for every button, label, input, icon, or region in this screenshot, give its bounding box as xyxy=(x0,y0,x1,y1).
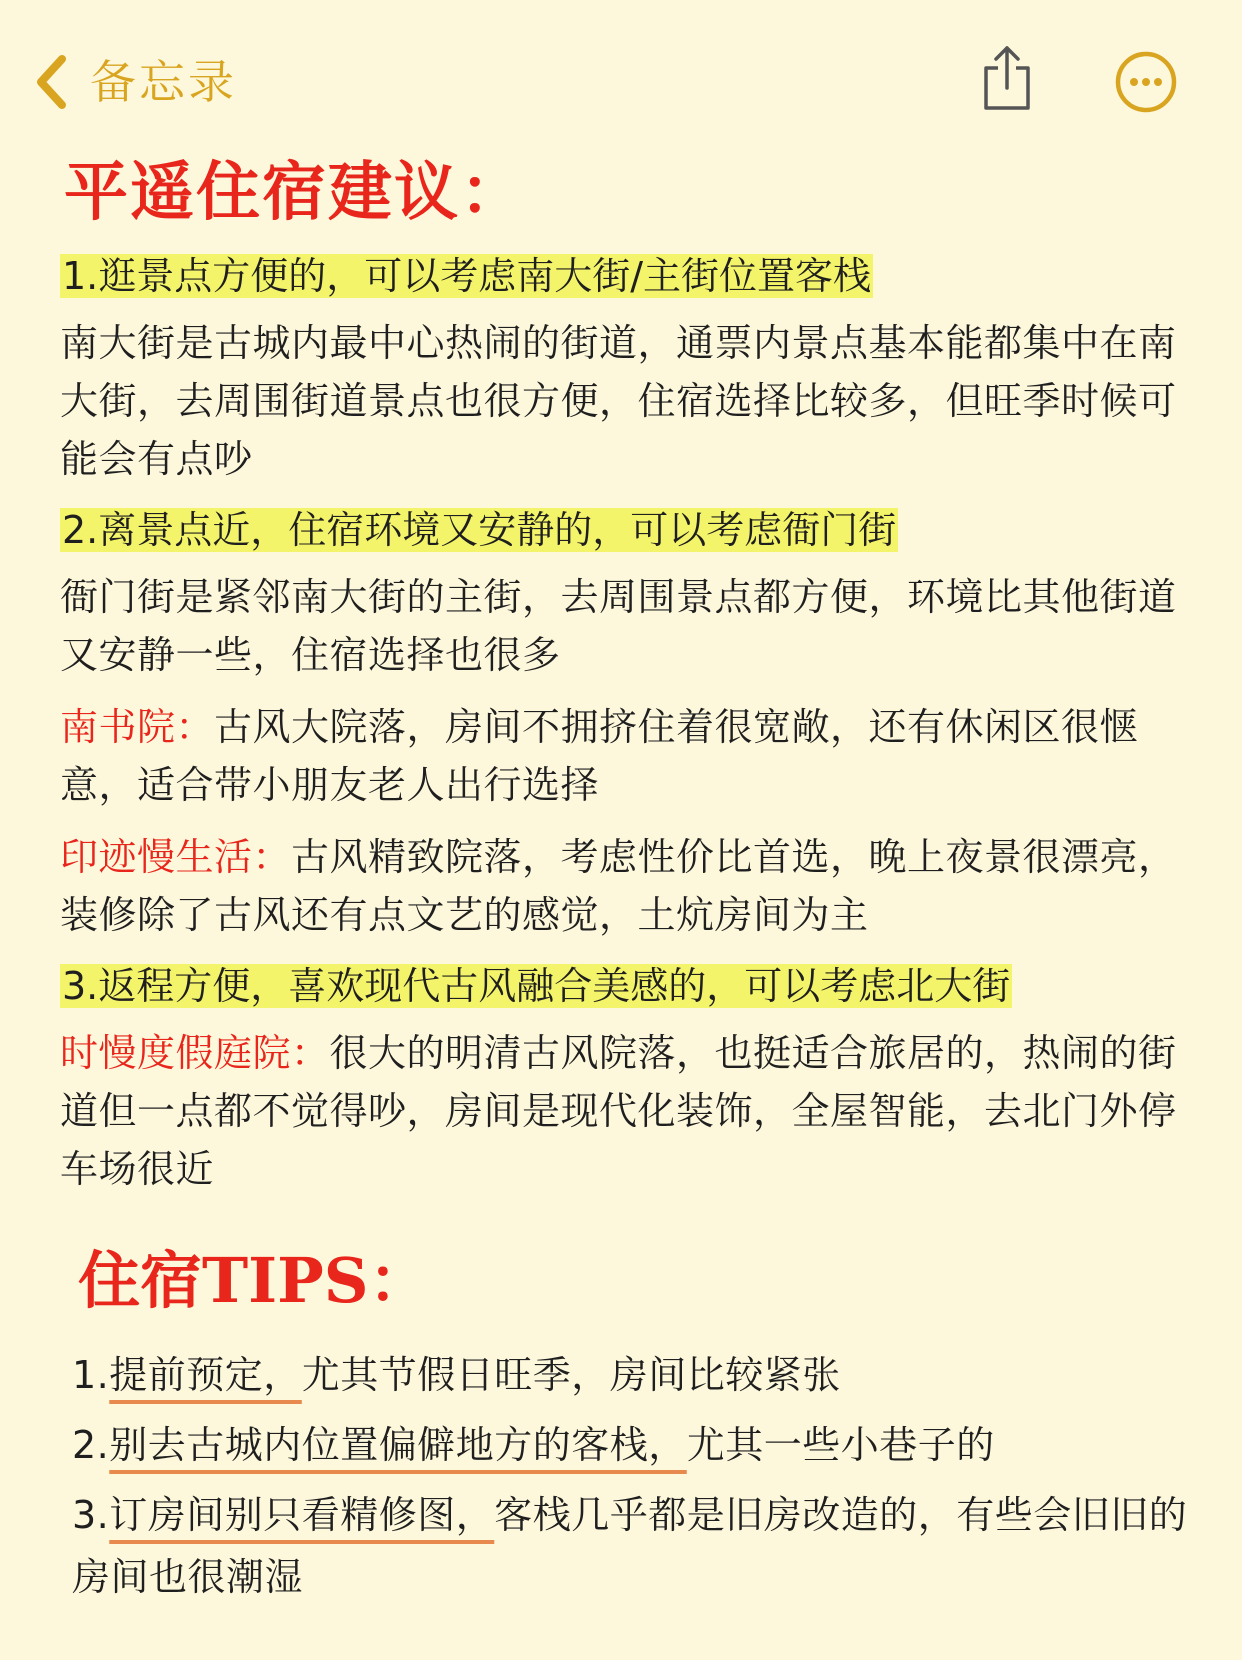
nav-bar xyxy=(0,0,1242,150)
section-paragraph xyxy=(60,698,1210,814)
section-paragraph xyxy=(60,314,1210,488)
share-button[interactable] xyxy=(981,44,1033,118)
tip-text: 尤其节假日旺季，房间比较紧张 xyxy=(301,1353,841,1397)
tip-item xyxy=(72,1484,1210,1608)
tip-number: 2. xyxy=(72,1423,110,1467)
section-heading xyxy=(60,502,1210,558)
section-heading xyxy=(60,248,1210,304)
paragraph-text: 古风精致院落，考虑性价比首选，晚上夜景很漂亮，装修除了古风还有点文艺的感觉，土炕房间为主 xyxy=(60,835,1177,937)
section-paragraph xyxy=(60,828,1210,944)
tip-underlined-text: 别去古城内位置偏僻地方的客栈， xyxy=(109,1423,687,1467)
tip-item xyxy=(72,1414,1210,1476)
share-icon xyxy=(981,44,1033,114)
note-title: 平遥住宿建议： xyxy=(64,155,526,230)
paragraph-text: 南大街是古城内最中心热闹的街道，通票内景点基本能都集中在南大街，去周围街道景点也很方便，住宿选择比较多，但旺季时候可能会有点吵 xyxy=(60,321,1177,481)
more-button[interactable] xyxy=(1114,50,1178,118)
tip-number: 1. xyxy=(72,1353,110,1397)
back-button[interactable] xyxy=(34,52,237,112)
more-icon xyxy=(1114,50,1178,114)
tip-text: 尤其一些小巷子的 xyxy=(686,1423,995,1467)
note-content xyxy=(60,140,1210,1616)
tip-item xyxy=(72,1344,1210,1406)
section-paragraph xyxy=(60,568,1210,684)
paragraph-text: 衙门街是紧邻南大街的主街，去周围景点都方便，环境比其他街道又安静一些，住宿选择也很多 xyxy=(60,575,1177,677)
section-heading-text: 2.离景点近，住宿环境又安静的，可以考虑衙门街 xyxy=(62,508,897,552)
tip-text: 客栈几乎都是旧房改造的，有些会旧旧的房间也很潮湿 xyxy=(72,1493,1188,1599)
paragraph-text: 古风大院落，房间不拥挤住着很宽敞，还有休闲区很惬意，适合带小朋友老人出行选择 xyxy=(60,705,1139,807)
back-label: 备忘录 xyxy=(90,55,237,109)
tip-underlined-text: 订房间别只看精修图， xyxy=(109,1493,495,1537)
tip-underlined-text: 提前预定， xyxy=(109,1353,302,1397)
section-heading xyxy=(60,958,1210,1014)
paragraph-label: 南书院： xyxy=(60,705,215,749)
paragraph-label: 印迹慢生活： xyxy=(60,835,292,879)
chevron-left-icon xyxy=(34,54,68,110)
tip-number: 3. xyxy=(72,1493,110,1537)
section-heading-text: 3.返程方便，喜欢现代古风融合美感的，可以考虑北大街 xyxy=(62,964,1011,1008)
section-heading-text: 1.逛景点方便的，可以考虑南大街/主街位置客栈 xyxy=(62,254,872,298)
section-paragraph xyxy=(60,1024,1210,1198)
paragraph-text: 很大的明清古风院落，也挺适合旅居的，热闹的街道但一点都不觉得吵，房间是现代化装饰，全屋智能，去北门外停车场很近 xyxy=(60,1031,1177,1191)
tips-title: 住宿TIPS： xyxy=(78,1244,431,1317)
paragraph-label: 时慢度假庭院： xyxy=(60,1031,330,1075)
